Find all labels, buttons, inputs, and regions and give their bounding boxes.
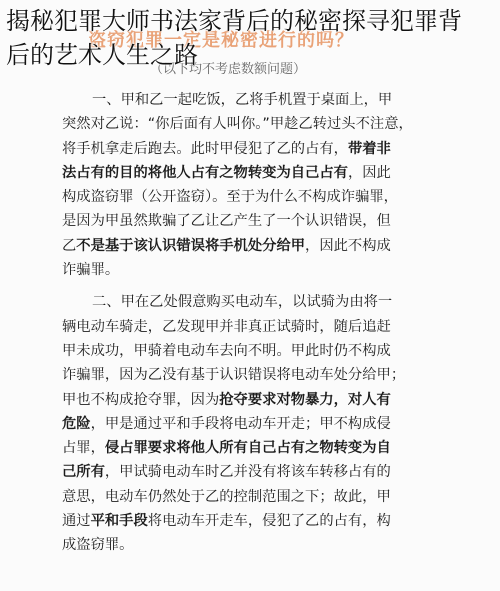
body-text: 辆电动车骑走，乙发现甲并非真正试骑时，随后追赶	[62, 318, 391, 335]
body-text: ，因此	[347, 164, 391, 181]
body-text: 甲也不构成抢夺罪，因为	[62, 391, 220, 408]
body-text: 成盗窃罪。	[62, 537, 134, 554]
body-text: 构成盗窃罪（公开盗窃）。至于为什么不构成诈骗罪，	[62, 189, 398, 206]
body-text: 通过	[62, 513, 91, 530]
article-subtitle: （以下均不考虑数额问题）	[150, 62, 307, 77]
paragraph	[62, 290, 434, 557]
overlay-title	[6, 4, 496, 72]
body-text: 诈骗罪。	[62, 262, 120, 279]
emphasis-text: 带着非	[347, 140, 391, 157]
overlay-title-line-1: 揭秘犯罪大师书法家背后的秘密探寻犯罪背	[6, 7, 462, 35]
text-line	[62, 258, 434, 282]
text-line	[62, 363, 434, 387]
body-text: 乙	[62, 237, 77, 254]
emphasis-text: 平和手段	[90, 513, 148, 530]
emphasis-text: 法占有的目的将他人占有之物转变为自己占有	[62, 164, 348, 181]
body-text: 是因为甲虽然欺骗了乙让乙产生了一个认识错误，但	[62, 213, 391, 230]
text-line	[62, 290, 434, 314]
emphasis-text: 抢夺要求对物暴力，对人有	[219, 391, 391, 408]
text-line	[62, 460, 434, 484]
body-text: 二、甲在乙处假意购买电动车，以试骑为由将一	[92, 294, 393, 311]
article-body	[62, 88, 434, 558]
text-line	[62, 412, 434, 436]
text-line	[62, 339, 434, 363]
text-line	[62, 485, 434, 509]
text-line	[62, 185, 434, 209]
body-text: 诈骗罪，因为乙没有基于认识错误将电动车处分给甲；	[62, 367, 406, 384]
text-line	[62, 161, 434, 185]
emphasis-text: 不是基于该认识错误将手机处分给甲	[76, 237, 306, 254]
body-text: 甲未成功，甲骑着电动车去向不明。甲此时仍不构成	[62, 342, 391, 359]
text-line	[62, 112, 434, 136]
emphasis-text: 己所有	[62, 464, 105, 481]
text-line	[62, 509, 434, 533]
emphasis-text: 侵占罪要求将他人所有自己占有之物转变为自	[104, 440, 391, 457]
text-line	[62, 137, 434, 161]
body-text: 一、甲和乙一起吃饭，乙将手机置于桌面上，甲	[92, 92, 393, 108]
body-text: 意思，电动车仍然处于乙的控制范围之下；故此，甲	[62, 488, 391, 505]
text-line	[62, 234, 434, 258]
body-text: 将电动车开走车，侵犯了乙的占有，构	[147, 513, 391, 530]
body-text: 将手机拿走后跑去。此时甲侵犯了乙的占有，	[62, 140, 348, 157]
paragraph	[62, 88, 434, 282]
body-text: ，因此不构成	[305, 237, 391, 254]
text-line	[62, 315, 434, 339]
body-text: ，甲试骑电动车时乙并没有将该车转移占有的	[104, 464, 391, 481]
body-text: 占罪，	[62, 440, 105, 457]
overlay-title-line-2: 后的艺术人生之路	[6, 41, 198, 69]
article-heading: 盗窃犯罪一定是秘密进行的吗？	[88, 30, 354, 51]
text-line	[62, 533, 434, 557]
body-text: ，甲是通过平和手段将电动车开走；甲不构成侵	[90, 415, 391, 432]
text-line	[62, 209, 434, 233]
emphasis-text: 危险	[62, 415, 91, 432]
text-line	[62, 88, 434, 112]
text-line	[62, 436, 434, 460]
body-text: 突然对乙说：“你后面有人叫你。”甲趁乙转过头不注意，	[62, 116, 413, 133]
text-line	[62, 388, 434, 412]
